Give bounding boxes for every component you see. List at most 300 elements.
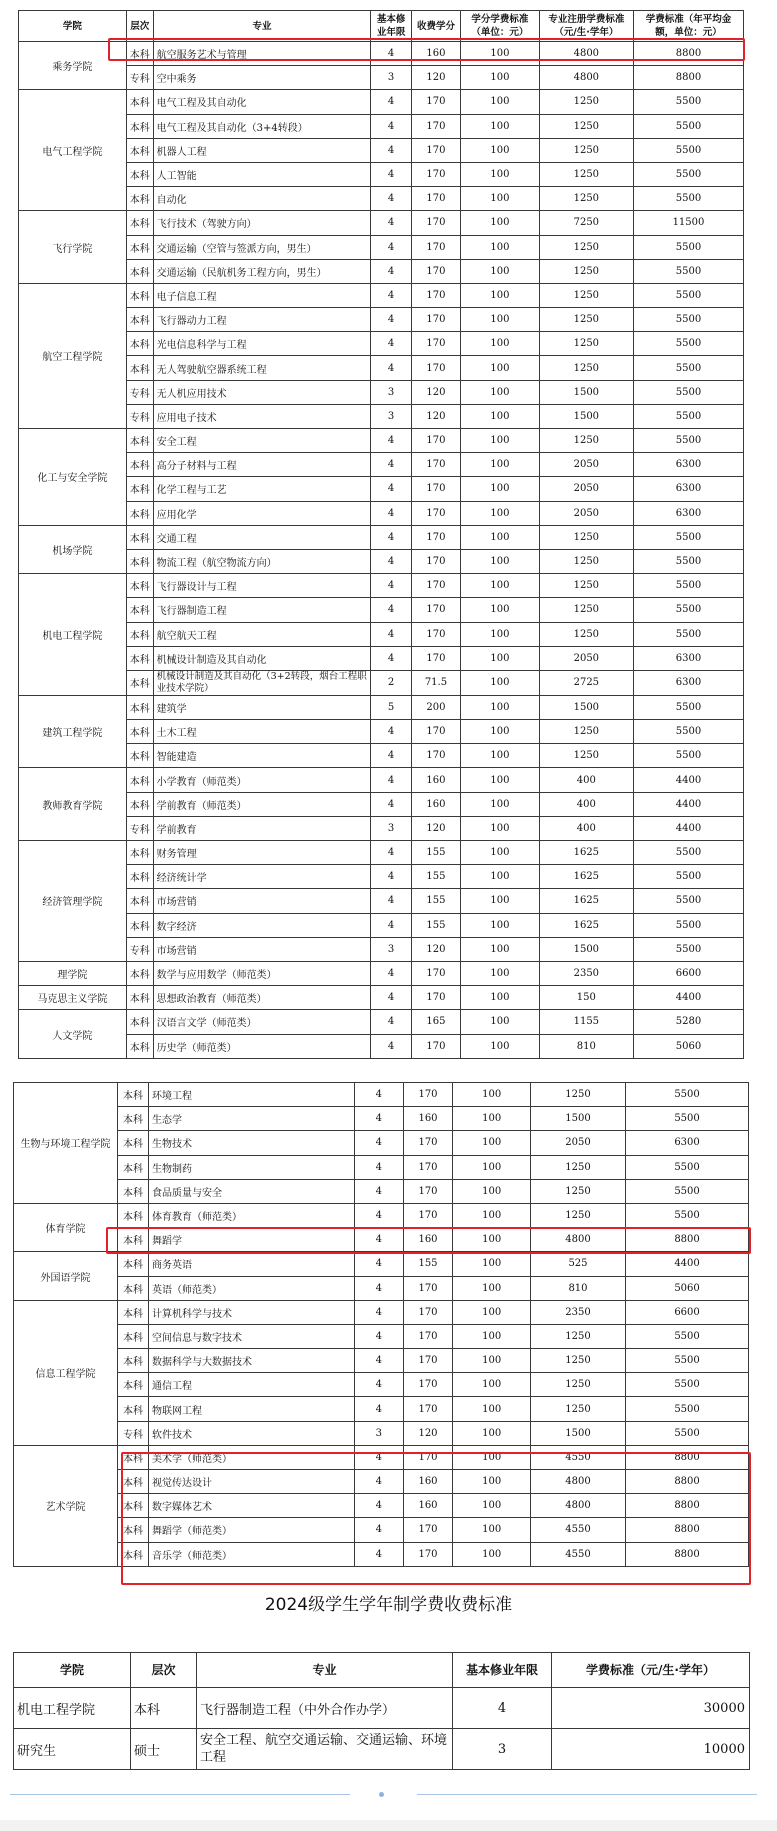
cell-tuition: 6300 bbox=[626, 1131, 749, 1155]
footer-divider-left bbox=[10, 1794, 350, 1795]
table-row bbox=[19, 162, 744, 186]
header-level: 层次 bbox=[126, 11, 153, 42]
cell-tuition: 5500 bbox=[633, 889, 743, 913]
table-row bbox=[19, 404, 744, 428]
cell-level: 本科 bbox=[126, 549, 153, 573]
cell-tuition: 6300 bbox=[633, 501, 743, 525]
table-row bbox=[14, 1421, 749, 1445]
cell-credits: 160 bbox=[403, 1228, 453, 1252]
cell-credits: 170 bbox=[411, 187, 460, 211]
cell-credits: 170 bbox=[403, 1518, 453, 1542]
cell-credits: 170 bbox=[403, 1131, 453, 1155]
cell-reg-fee: 2050 bbox=[530, 1131, 625, 1155]
cell-reg-fee: 2050 bbox=[539, 477, 633, 501]
cell-college: 生物与环境工程学院 bbox=[14, 1083, 118, 1204]
cell-reg-fee: 4800 bbox=[530, 1494, 625, 1518]
cell-major: 生态学 bbox=[149, 1107, 355, 1131]
cell-level: 本科 bbox=[126, 477, 153, 501]
cell-tuition: 5500 bbox=[633, 187, 743, 211]
cell-major: 机器人工程 bbox=[153, 138, 371, 162]
cell-major: 物流工程（航空物流方向） bbox=[153, 549, 371, 573]
cell-major: 视觉传达设计 bbox=[149, 1470, 355, 1494]
cell-credit-fee: 100 bbox=[461, 986, 540, 1010]
cell-level: 本科 bbox=[118, 1397, 149, 1421]
cell-reg-fee: 1500 bbox=[539, 937, 633, 961]
cell-major: 高分子材料与工程 bbox=[153, 453, 371, 477]
cell-major: 体育教育（师范类） bbox=[149, 1203, 355, 1227]
cell-level: 本科 bbox=[126, 792, 153, 816]
cell-years: 4 bbox=[371, 308, 411, 332]
cell-credit-fee: 100 bbox=[461, 768, 540, 792]
cell-credit-fee: 100 bbox=[461, 66, 540, 90]
cell-reg-fee: 150 bbox=[539, 986, 633, 1010]
cell-level: 本科 bbox=[126, 211, 153, 235]
table-row bbox=[19, 598, 744, 622]
table-row bbox=[19, 622, 744, 646]
table-row bbox=[14, 1300, 749, 1324]
cell-years: 4 bbox=[371, 646, 411, 670]
table-row bbox=[19, 549, 744, 573]
cell-credits: 120 bbox=[411, 937, 460, 961]
cell-years: 4 bbox=[371, 961, 411, 985]
cell-credit-fee: 100 bbox=[453, 1421, 530, 1445]
cell-tuition: 5500 bbox=[626, 1324, 749, 1348]
cell-level: 本科 bbox=[126, 332, 153, 356]
cell-reg-fee: 810 bbox=[539, 1034, 633, 1058]
table-row bbox=[14, 1445, 749, 1469]
cell-reg-fee: 1500 bbox=[539, 695, 633, 719]
cell-level: 本科 bbox=[118, 1179, 149, 1203]
table-row bbox=[19, 332, 744, 356]
table-row bbox=[19, 1010, 744, 1034]
cell-college: 机电工程学院 bbox=[14, 1688, 131, 1729]
cell-tuition: 10000 bbox=[552, 1729, 750, 1770]
cell-major: 应用电子技术 bbox=[153, 404, 371, 428]
cell-credits: 170 bbox=[411, 525, 460, 549]
cell-credits: 170 bbox=[411, 453, 460, 477]
cell-tuition: 5500 bbox=[626, 1179, 749, 1203]
table-row bbox=[14, 1542, 749, 1566]
cell-reg-fee: 1250 bbox=[539, 429, 633, 453]
cell-level: 专科 bbox=[126, 816, 153, 840]
table-row bbox=[19, 501, 744, 525]
table-row bbox=[19, 187, 744, 211]
cell-major: 计算机科学与技术 bbox=[149, 1300, 355, 1324]
cell-reg-fee: 2350 bbox=[530, 1300, 625, 1324]
cell-credit-fee: 100 bbox=[461, 453, 540, 477]
table-row bbox=[14, 1083, 749, 1107]
cell-years: 4 bbox=[371, 574, 411, 598]
table-row bbox=[19, 429, 744, 453]
cell-reg-fee: 4800 bbox=[530, 1228, 625, 1252]
header-major: 专业 bbox=[197, 1653, 453, 1688]
cell-reg-fee: 2050 bbox=[539, 501, 633, 525]
table-row bbox=[19, 259, 744, 283]
cell-credit-fee: 100 bbox=[461, 670, 540, 695]
cell-reg-fee: 4550 bbox=[530, 1445, 625, 1469]
cell-credits: 155 bbox=[411, 865, 460, 889]
cell-years: 4 bbox=[354, 1203, 403, 1227]
cell-level: 本科 bbox=[126, 670, 153, 695]
cell-tuition: 5500 bbox=[626, 1397, 749, 1421]
cell-credit-fee: 100 bbox=[453, 1349, 530, 1373]
cell-major: 安全工程 bbox=[153, 429, 371, 453]
cell-years: 5 bbox=[371, 695, 411, 719]
header-college: 学院 bbox=[14, 1653, 131, 1688]
cell-tuition: 5500 bbox=[633, 162, 743, 186]
cell-major: 智能建造 bbox=[153, 744, 371, 768]
cell-credits: 120 bbox=[411, 816, 460, 840]
cell-tuition: 5500 bbox=[633, 913, 743, 937]
cell-tuition: 6600 bbox=[626, 1300, 749, 1324]
cell-reg-fee: 4800 bbox=[539, 42, 633, 66]
cell-reg-fee: 1250 bbox=[539, 259, 633, 283]
cell-tuition: 5500 bbox=[633, 356, 743, 380]
cell-tuition: 5280 bbox=[633, 1010, 743, 1034]
cell-reg-fee: 1250 bbox=[530, 1083, 625, 1107]
cell-level: 本科 bbox=[126, 429, 153, 453]
table-row bbox=[14, 1252, 749, 1276]
cell-credit-fee: 100 bbox=[461, 380, 540, 404]
cell-reg-fee: 1155 bbox=[539, 1010, 633, 1034]
cell-reg-fee: 2725 bbox=[539, 670, 633, 695]
cell-credit-fee: 100 bbox=[461, 429, 540, 453]
cell-major: 市场营销 bbox=[153, 937, 371, 961]
cell-tuition: 5500 bbox=[633, 720, 743, 744]
cell-credit-fee: 100 bbox=[461, 404, 540, 428]
header-years: 基本修业年限 bbox=[371, 11, 411, 42]
cell-major: 飞行器制造工程（中外合作办学） bbox=[197, 1688, 453, 1729]
table-row bbox=[14, 1373, 749, 1397]
cell-years: 4 bbox=[371, 283, 411, 307]
header-college: 学院 bbox=[19, 11, 127, 42]
cell-credit-fee: 100 bbox=[453, 1083, 530, 1107]
table-row bbox=[19, 841, 744, 865]
cell-major: 化学工程与工艺 bbox=[153, 477, 371, 501]
cell-credits: 170 bbox=[411, 986, 460, 1010]
cell-tuition: 5500 bbox=[633, 549, 743, 573]
cell-credits: 160 bbox=[411, 768, 460, 792]
table-row bbox=[19, 574, 744, 598]
cell-reg-fee: 1500 bbox=[530, 1107, 625, 1131]
cell-level: 本科 bbox=[126, 162, 153, 186]
cell-credit-fee: 100 bbox=[453, 1445, 530, 1469]
cell-major: 舞蹈学（师范类） bbox=[149, 1518, 355, 1542]
fee-table-continued bbox=[13, 1082, 749, 1567]
cell-reg-fee: 1250 bbox=[539, 187, 633, 211]
cell-tuition: 4400 bbox=[633, 816, 743, 840]
cell-credits: 170 bbox=[411, 308, 460, 332]
cell-level: 本科 bbox=[118, 1083, 149, 1107]
cell-tuition: 5500 bbox=[633, 90, 743, 114]
cell-years: 4 bbox=[354, 1228, 403, 1252]
cell-tuition: 8800 bbox=[626, 1228, 749, 1252]
cell-tuition: 5500 bbox=[633, 404, 743, 428]
cell-major: 通信工程 bbox=[149, 1373, 355, 1397]
cell-major: 电气工程及其自动化 bbox=[153, 90, 371, 114]
cell-tuition: 5500 bbox=[626, 1373, 749, 1397]
table-row bbox=[19, 889, 744, 913]
cell-years: 4 bbox=[371, 42, 411, 66]
cell-major: 思想政治教育（师范类） bbox=[153, 986, 371, 1010]
cell-credit-fee: 100 bbox=[461, 114, 540, 138]
cell-level: 本科 bbox=[126, 1034, 153, 1058]
cell-years: 4 bbox=[371, 138, 411, 162]
cell-years: 4 bbox=[371, 453, 411, 477]
cell-credit-fee: 100 bbox=[461, 42, 540, 66]
cell-years: 4 bbox=[371, 90, 411, 114]
cell-college: 乘务学院 bbox=[19, 42, 127, 90]
table-row bbox=[14, 1397, 749, 1421]
cell-major: 空中乘务 bbox=[153, 66, 371, 90]
cell-reg-fee: 2050 bbox=[539, 453, 633, 477]
cell-credit-fee: 100 bbox=[461, 162, 540, 186]
cell-credits: 170 bbox=[411, 259, 460, 283]
cell-major: 飞行技术（驾驶方向） bbox=[153, 211, 371, 235]
cell-years: 4 bbox=[354, 1324, 403, 1348]
cell-level: 本科 bbox=[126, 453, 153, 477]
cell-years: 4 bbox=[371, 841, 411, 865]
cell-credits: 155 bbox=[411, 913, 460, 937]
table-row bbox=[19, 308, 744, 332]
table-row bbox=[19, 768, 744, 792]
cell-major: 舞蹈学 bbox=[149, 1228, 355, 1252]
cell-major: 数字经济 bbox=[153, 913, 371, 937]
cell-major: 交通工程 bbox=[153, 525, 371, 549]
cell-reg-fee: 4800 bbox=[539, 66, 633, 90]
cell-tuition: 5500 bbox=[626, 1083, 749, 1107]
cell-college: 艺术学院 bbox=[14, 1445, 118, 1566]
cell-credit-fee: 100 bbox=[453, 1518, 530, 1542]
cell-major: 英语（师范类） bbox=[149, 1276, 355, 1300]
cell-credit-fee: 100 bbox=[461, 187, 540, 211]
cell-level: 本科 bbox=[126, 90, 153, 114]
cell-credit-fee: 100 bbox=[461, 356, 540, 380]
cell-credits: 155 bbox=[411, 889, 460, 913]
header-major: 专业 bbox=[153, 11, 371, 42]
table-row bbox=[14, 1470, 749, 1494]
cell-level: 本科 bbox=[126, 768, 153, 792]
cell-years: 4 bbox=[354, 1179, 403, 1203]
cell-tuition: 5500 bbox=[633, 283, 743, 307]
cell-level: 本科 bbox=[126, 913, 153, 937]
cell-years: 4 bbox=[354, 1252, 403, 1276]
cell-level: 本科 bbox=[126, 744, 153, 768]
cell-credit-fee: 100 bbox=[453, 1131, 530, 1155]
table-row bbox=[14, 1131, 749, 1155]
cell-years: 4 bbox=[371, 332, 411, 356]
cell-reg-fee: 1500 bbox=[530, 1421, 625, 1445]
cell-credits: 170 bbox=[403, 1203, 453, 1227]
cell-tuition: 5500 bbox=[626, 1203, 749, 1227]
cell-tuition: 5500 bbox=[633, 525, 743, 549]
cell-years: 4 bbox=[371, 865, 411, 889]
table-row bbox=[19, 937, 744, 961]
cell-years: 4 bbox=[371, 259, 411, 283]
cell-level: 本科 bbox=[126, 841, 153, 865]
cell-credit-fee: 100 bbox=[461, 90, 540, 114]
cell-level: 本科 bbox=[126, 138, 153, 162]
table-row bbox=[14, 1276, 749, 1300]
cell-credit-fee: 100 bbox=[461, 1034, 540, 1058]
cell-reg-fee: 1500 bbox=[539, 380, 633, 404]
cell-major: 环境工程 bbox=[149, 1083, 355, 1107]
cell-major: 经济统计学 bbox=[153, 865, 371, 889]
table-row bbox=[19, 1034, 744, 1058]
cell-years: 4 bbox=[354, 1131, 403, 1155]
cell-years: 4 bbox=[371, 1034, 411, 1058]
cell-college: 航空工程学院 bbox=[19, 283, 127, 428]
cell-tuition: 8800 bbox=[633, 66, 743, 90]
cell-years: 4 bbox=[371, 356, 411, 380]
cell-years: 4 bbox=[354, 1397, 403, 1421]
table-row bbox=[19, 66, 744, 90]
bottom-bar bbox=[0, 1820, 777, 1831]
table-row bbox=[19, 114, 744, 138]
cell-reg-fee: 1250 bbox=[539, 114, 633, 138]
cell-tuition: 4400 bbox=[633, 792, 743, 816]
cell-reg-fee: 1250 bbox=[530, 1349, 625, 1373]
cell-major: 飞行器设计与工程 bbox=[153, 574, 371, 598]
cell-level: 本科 bbox=[126, 720, 153, 744]
cell-major: 无人机应用技术 bbox=[153, 380, 371, 404]
cell-reg-fee: 1250 bbox=[530, 1373, 625, 1397]
cell-credits: 71.5 bbox=[411, 670, 460, 695]
cell-credit-fee: 100 bbox=[453, 1397, 530, 1421]
cell-years: 4 bbox=[354, 1083, 403, 1107]
cell-credit-fee: 100 bbox=[461, 1010, 540, 1034]
cell-level: 本科 bbox=[118, 1445, 149, 1469]
cell-tuition: 4400 bbox=[633, 768, 743, 792]
cell-level: 本科 bbox=[118, 1324, 149, 1348]
cell-years: 4 bbox=[354, 1542, 403, 1566]
cell-major: 空间信息与数字技术 bbox=[149, 1324, 355, 1348]
cell-major: 电子信息工程 bbox=[153, 283, 371, 307]
table-row bbox=[14, 1107, 749, 1131]
cell-credit-fee: 100 bbox=[461, 598, 540, 622]
table-row bbox=[14, 1349, 749, 1373]
cell-years: 3 bbox=[354, 1421, 403, 1445]
table-row bbox=[14, 1179, 749, 1203]
cell-years: 4 bbox=[371, 792, 411, 816]
cell-years: 4 bbox=[371, 429, 411, 453]
cell-level: 专科 bbox=[126, 380, 153, 404]
cell-credit-fee: 100 bbox=[461, 138, 540, 162]
cell-level: 本科 bbox=[118, 1107, 149, 1131]
cell-college: 外国语学院 bbox=[14, 1252, 118, 1300]
cell-reg-fee: 2350 bbox=[539, 961, 633, 985]
cell-years: 3 bbox=[371, 937, 411, 961]
cell-level: 本科 bbox=[126, 356, 153, 380]
cell-credit-fee: 100 bbox=[461, 744, 540, 768]
cell-credits: 170 bbox=[411, 501, 460, 525]
cell-credit-fee: 100 bbox=[461, 841, 540, 865]
cell-college: 理学院 bbox=[19, 961, 127, 985]
cell-reg-fee: 1625 bbox=[539, 865, 633, 889]
cell-credits: 155 bbox=[403, 1252, 453, 1276]
cell-level: 本科 bbox=[118, 1300, 149, 1324]
cell-reg-fee: 1250 bbox=[530, 1324, 625, 1348]
cell-major: 无人驾驶航空器系统工程 bbox=[153, 356, 371, 380]
cell-major: 建筑学 bbox=[153, 695, 371, 719]
cell-major: 机械设计制造及其自动化（3+2转段，烟台工程职业技术学院） bbox=[153, 670, 371, 695]
header-credits: 收费学分 bbox=[411, 11, 460, 42]
cell-reg-fee: 4800 bbox=[530, 1470, 625, 1494]
cell-reg-fee: 2050 bbox=[539, 646, 633, 670]
cell-credit-fee: 100 bbox=[461, 574, 540, 598]
cell-credit-fee: 100 bbox=[453, 1542, 530, 1566]
cell-credits: 170 bbox=[411, 646, 460, 670]
cell-reg-fee: 1250 bbox=[539, 90, 633, 114]
table-row bbox=[14, 1729, 750, 1770]
cell-tuition: 5500 bbox=[633, 574, 743, 598]
cell-level: 本科 bbox=[118, 1542, 149, 1566]
cell-major: 交通运输（空管与签派方向，男生） bbox=[153, 235, 371, 259]
cell-major: 安全工程、航空交通运输、交通运输、环境工程 bbox=[197, 1729, 453, 1770]
cell-level: 本科 bbox=[126, 187, 153, 211]
cell-college: 体育学院 bbox=[14, 1203, 118, 1251]
cell-credits: 170 bbox=[411, 622, 460, 646]
cell-tuition: 5500 bbox=[633, 865, 743, 889]
cell-credits: 160 bbox=[411, 792, 460, 816]
cell-major: 数学与应用数学（师范类） bbox=[153, 961, 371, 985]
cell-years: 4 bbox=[371, 235, 411, 259]
cell-credits: 170 bbox=[403, 1397, 453, 1421]
cell-tuition: 30000 bbox=[552, 1688, 750, 1729]
cell-level: 本科 bbox=[126, 114, 153, 138]
cell-major: 食品质量与安全 bbox=[149, 1179, 355, 1203]
cell-major: 商务英语 bbox=[149, 1252, 355, 1276]
cell-credit-fee: 100 bbox=[461, 816, 540, 840]
cell-level: 本科 bbox=[126, 598, 153, 622]
cell-level: 专科 bbox=[126, 404, 153, 428]
cell-level: 本科 bbox=[118, 1252, 149, 1276]
cell-reg-fee: 4550 bbox=[530, 1518, 625, 1542]
cell-major: 学前教育 bbox=[153, 816, 371, 840]
cell-years: 4 bbox=[371, 162, 411, 186]
header-years: 基本修业年限 bbox=[453, 1653, 552, 1688]
cell-reg-fee: 810 bbox=[530, 1276, 625, 1300]
cell-major: 历史学（师范类） bbox=[153, 1034, 371, 1058]
cell-tuition: 5500 bbox=[633, 937, 743, 961]
cell-credit-fee: 100 bbox=[461, 961, 540, 985]
cell-tuition: 5500 bbox=[633, 114, 743, 138]
cell-tuition: 8800 bbox=[633, 42, 743, 66]
cell-tuition: 5500 bbox=[626, 1421, 749, 1445]
cell-reg-fee: 1250 bbox=[539, 235, 633, 259]
cell-credits: 170 bbox=[403, 1179, 453, 1203]
cell-tuition: 5500 bbox=[633, 622, 743, 646]
cell-tuition: 5500 bbox=[633, 744, 743, 768]
header-reg-fee: 专业注册学费标准（元/生·学年） bbox=[539, 11, 633, 42]
cell-years: 3 bbox=[371, 816, 411, 840]
cell-years: 3 bbox=[371, 404, 411, 428]
cell-years: 4 bbox=[371, 114, 411, 138]
cell-major: 机械设计制造及其自动化 bbox=[153, 646, 371, 670]
cell-credit-fee: 100 bbox=[461, 622, 540, 646]
cell-years: 4 bbox=[371, 889, 411, 913]
cell-tuition: 5500 bbox=[626, 1107, 749, 1131]
table-header-row bbox=[14, 1653, 750, 1688]
cell-college: 经济管理学院 bbox=[19, 841, 127, 962]
cell-reg-fee: 1250 bbox=[530, 1397, 625, 1421]
cell-credit-fee: 100 bbox=[461, 308, 540, 332]
cell-credits: 170 bbox=[411, 574, 460, 598]
cell-credit-fee: 100 bbox=[461, 525, 540, 549]
cell-credit-fee: 100 bbox=[453, 1107, 530, 1131]
cell-credit-fee: 100 bbox=[453, 1203, 530, 1227]
cell-years: 4 bbox=[371, 549, 411, 573]
